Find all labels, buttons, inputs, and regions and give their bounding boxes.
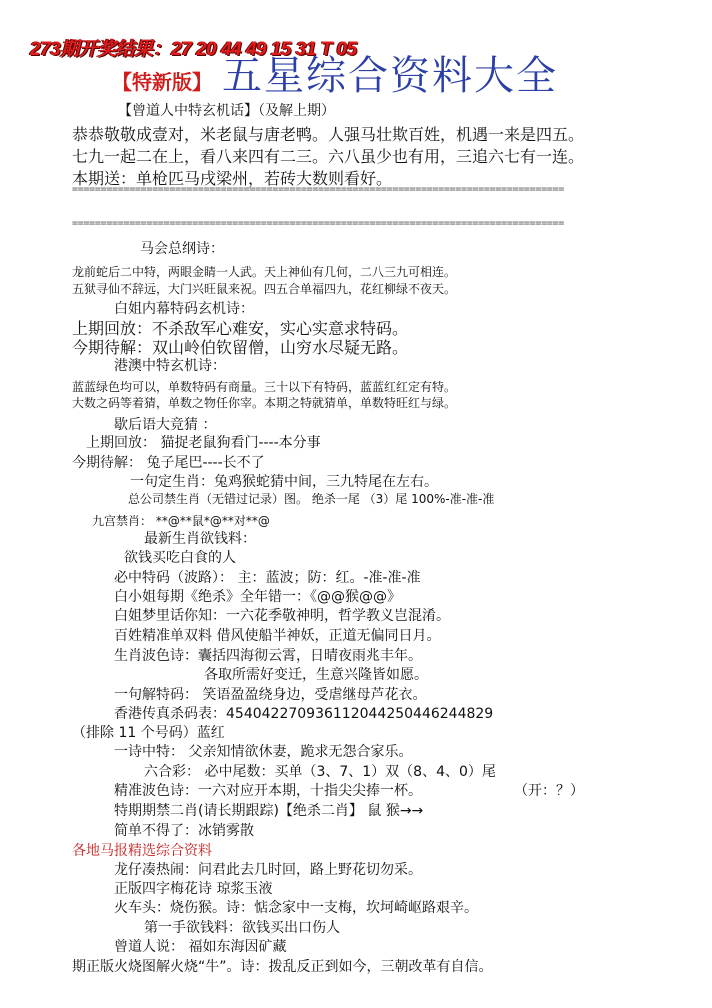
shengxiao-bo-line-1: 生肖波色诗：囊括四海彻云霄，日晴夜雨兆丰年。	[114, 648, 422, 664]
edition-badge: 【特新版】	[112, 72, 212, 94]
yishi-line: 一诗中特： 父亲知情欲休妻，跪求无怨合家乐。	[114, 744, 413, 760]
draw-result-banner: 273期开奖结果：27 20 44 49 15 31 T 05	[30, 39, 357, 60]
jingzhun-bo-line: 精准波色诗：一六对应开本期，十指尖尖捧一杯。	[114, 783, 422, 799]
huoche-line: 火车头：烧伤猴。诗：惦念家中一支梅，坎坷崎岖路艰辛。	[114, 900, 478, 916]
baiji-line-2: 今期待解：双山岭伯钦留僧，山穷水尽疑无路。	[72, 338, 409, 357]
intro-line-2: 七九一起二在上，看八来四有二三。六八虽少也有用，三追六七有一连。	[72, 147, 585, 166]
regional-heading: 各地马报精选综合资料	[72, 843, 212, 859]
separator-line: ======================================================================================	[72, 184, 564, 195]
intro-line-3: 本期送：单枪匹马戌梁州，若砖大数则看好。	[72, 169, 393, 188]
intro-line-1: 恭恭敬敬成壹对，米老鼠与唐老鸭。人强马壮欺百姓，机遇一来是四五。	[72, 125, 585, 144]
gangao-heading: 港澳中特玄机诗：	[114, 358, 226, 374]
huoshao-line: 期正版火烧图解火烧“牛”。诗：拨乱反正到如今，三朝改革有自信。	[72, 959, 493, 975]
page-title: 五星综合资料大全	[222, 53, 558, 98]
mahui-line-1: 龙前蛇后二中特，两眼金睛一人武。天上神仙有几何，二八三九可相连。	[72, 265, 457, 279]
yuqian-line: 欲钱买吃白食的人	[124, 550, 236, 566]
baiji-heading: 白姐内幕特码玄机诗：	[114, 301, 254, 317]
zengdao-line: 曾道人说： 福如东海因矿藏	[114, 939, 287, 955]
bizhong-line: 必中特码（波路）： 主：蓝波；防：红。-准-准-准	[114, 570, 421, 586]
intro-heading: 【曾道人中特玄机话】（及解上期）	[118, 103, 335, 119]
xianggang-line: 香港传真杀码表：4540422709361120442504462448​29	[114, 706, 494, 722]
mahui-line-2: 五狱寻仙不辞远，大门兴旺鼠来祝。四五合单福四九，花红柳绿不夜天。	[72, 282, 457, 296]
kai-note: （开：？）	[514, 783, 584, 799]
xiaoge-line: 白小姐每期《绝杀》全年错一：《@@猴@@》	[114, 589, 401, 605]
liuhe-line: 六合彩： 必中尾数：买单（3、7、1）双（8、4、0）尾	[144, 764, 496, 780]
yiju-line: 一句定生肖：兔鸡猴蛇猜中间，三九特尾在左右。	[130, 474, 438, 490]
zonggongsi-line: 总公司禁生肖（无错过记录）图。 绝杀一尾 （3）尾 100%-准-准-准	[128, 492, 495, 506]
paichu-line: （排除 11 个号码）蓝红	[72, 725, 225, 741]
xiehouyu-line-1: 上期回放： 猫捉老鼠狗看门----本分事	[86, 435, 321, 451]
xiehouyu-line-2: 今期待解： 兔子尾巴----长不了	[72, 455, 265, 471]
baiji-line-1: 上期回放：不杀敌军心难安，实心实意求特码。	[72, 319, 409, 338]
baixing-line: 百姓精准单双料 借风使船半神妖，正道无偏同日月。	[114, 628, 441, 644]
jiandan-line: 简单不得了：冰销雾散	[114, 823, 254, 839]
teqi-line: 特期期禁二肖(请长期跟踪)【绝杀二肖】 鼠 猴→→	[114, 803, 424, 819]
baijie-meng-line: 白姐梦里话你知：一六花季敬神明，哲学教义岂混淆。	[114, 608, 450, 624]
diyishou-line: 第一手欲钱料：欲钱买出口伤人	[144, 920, 340, 936]
gangao-line-1: 蓝蓝绿色均可以，单数特码有商量。三十以下有特码，蓝蓝红红定有特。	[72, 380, 457, 394]
separator-line: ======================================================================================	[72, 218, 564, 229]
mahui-heading: 马会总纲诗：	[140, 241, 224, 257]
shengxiao-bo-line-2: 各取所需好变迁，生意兴隆皆如愿。	[204, 667, 428, 683]
zuixin-heading: 最新生肖欲钱料：	[144, 531, 256, 547]
gangao-line-2: 大数之码等着猜，单数之物任你宰。本期之特就猜单，单数特旺红与绿。	[72, 396, 457, 410]
yiju-jie-line: 一句解特码： 笑语盈盈绕身边，受虐继母芦花衣。	[114, 687, 427, 703]
zhengban-line: 正版四字梅花诗 琼浆玉液	[114, 881, 273, 897]
xiehouyu-heading: 歇后语大竞猜 ：	[114, 417, 217, 433]
jiugong-line: 九宫禁肖： **@**鼠*@**对**@	[92, 514, 270, 528]
longzai-line: 龙仔凑热闹：问君此去几时回，路上野花切勿采。	[114, 862, 422, 878]
